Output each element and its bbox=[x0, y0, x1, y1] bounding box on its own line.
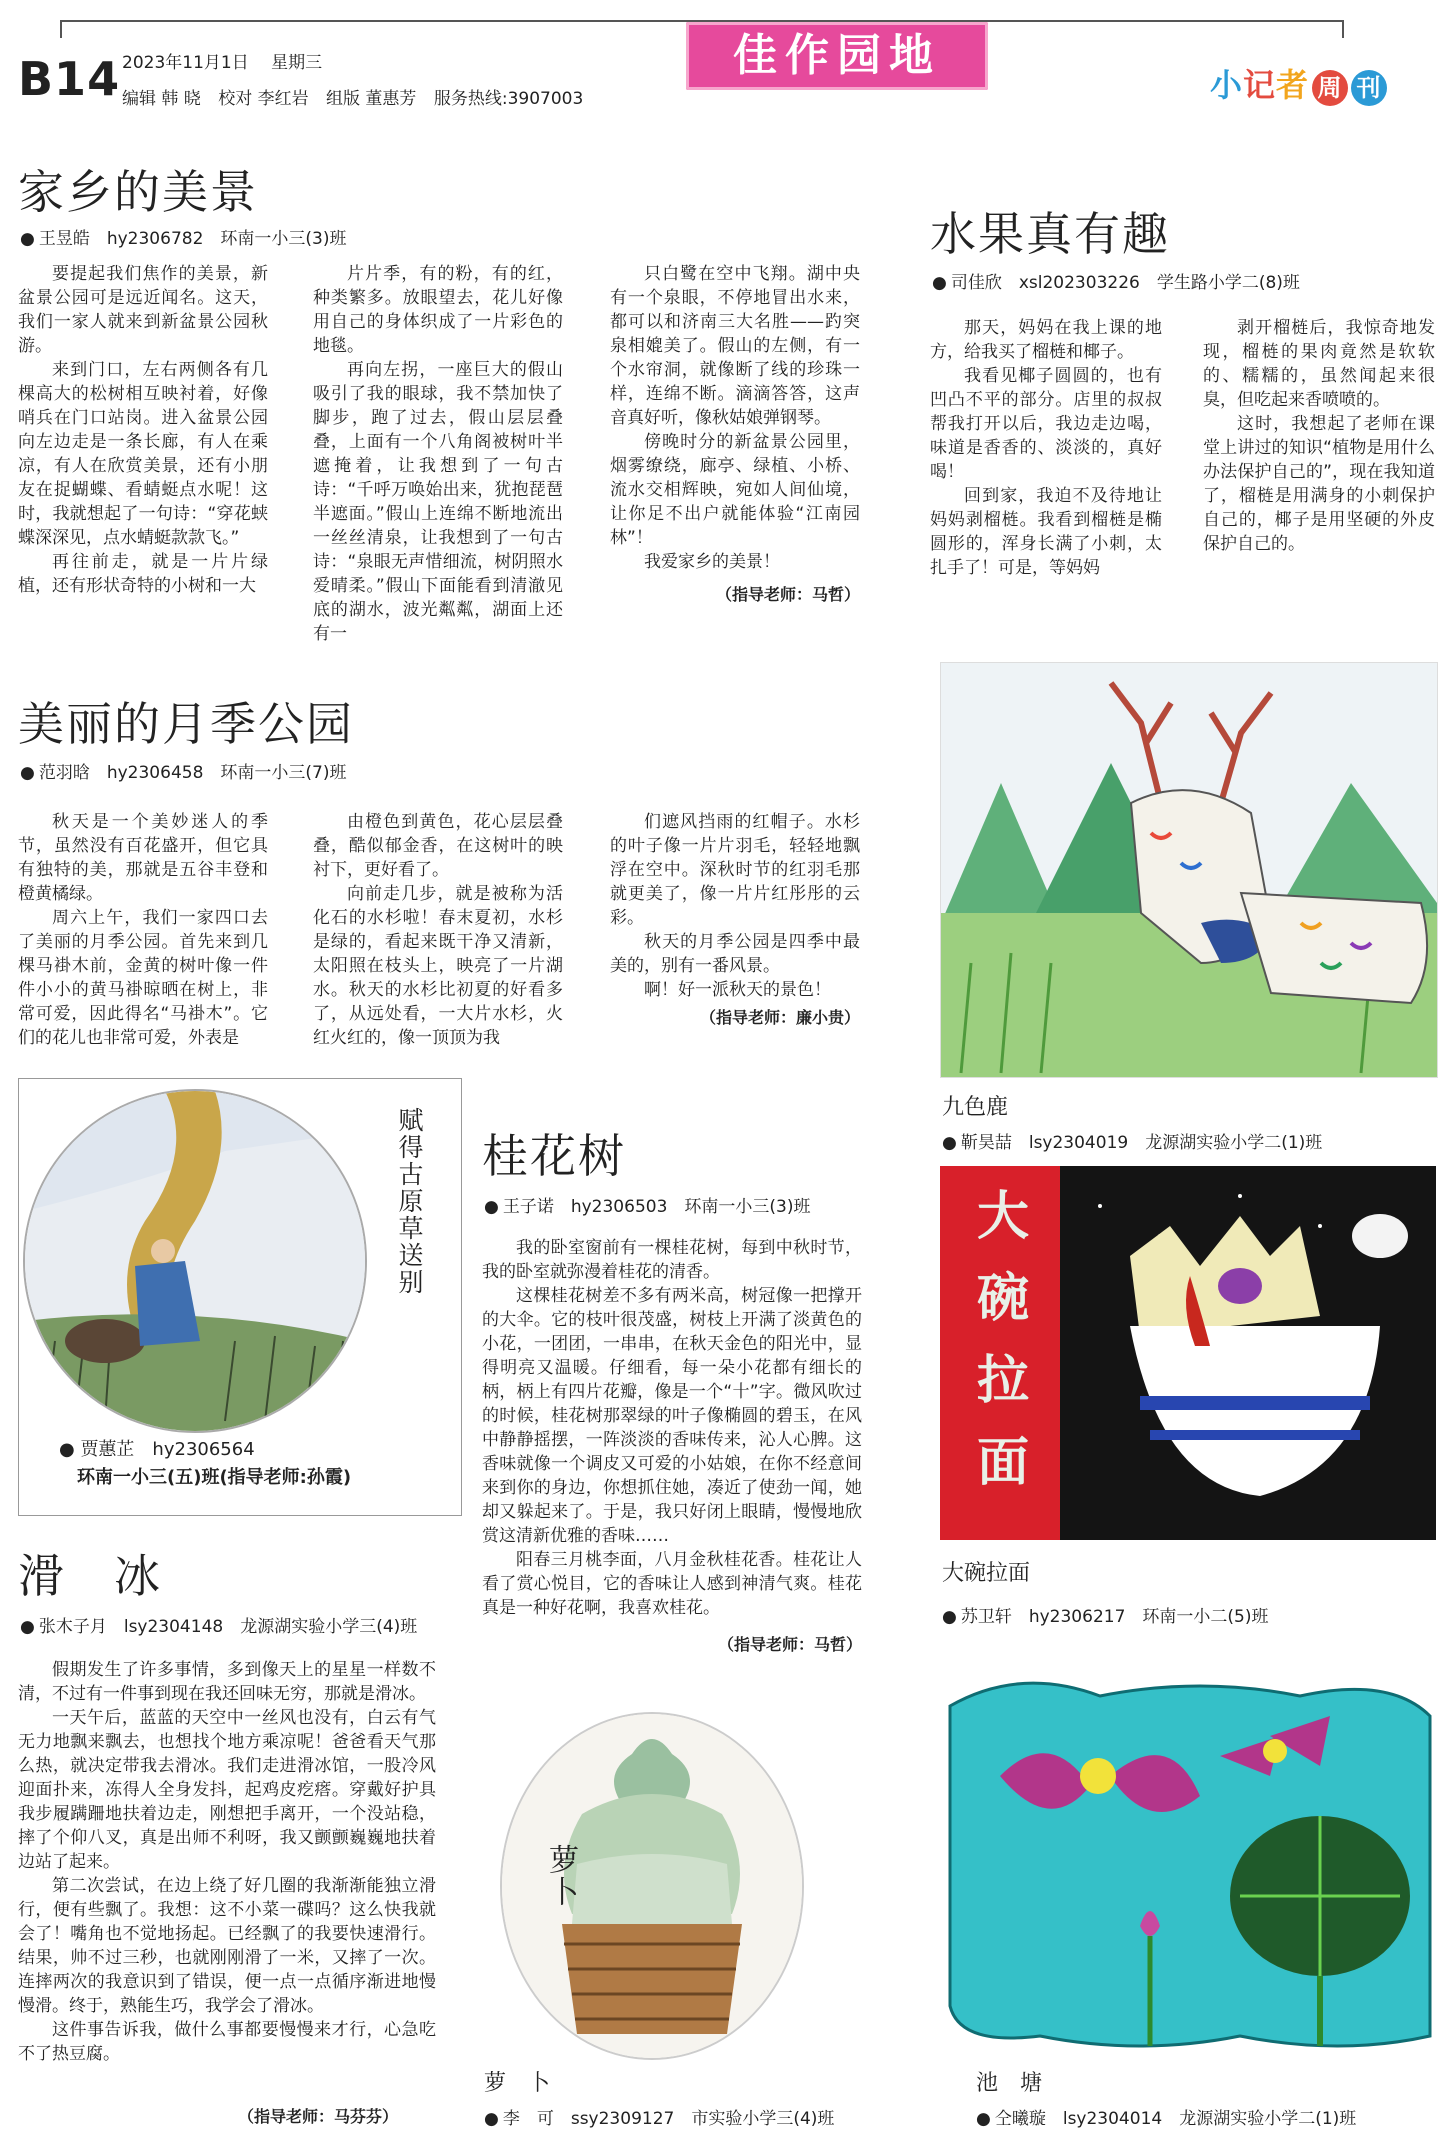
poem-school: 环南一小三(五)班(指导老师:孙霞) bbox=[77, 1467, 352, 1488]
teacher-note: （指导老师：马哲） bbox=[717, 1635, 862, 1654]
deer-painting-svg bbox=[941, 663, 1437, 1077]
noodles-char-1: 大 bbox=[976, 1187, 1029, 1247]
paragraph: 我爱家乡的美景！ bbox=[644, 552, 780, 572]
radish-artwork-text: 萝卜 bbox=[543, 1844, 578, 1908]
logo-badge-1: 周 bbox=[1312, 70, 1348, 106]
poem-title: 赋得古原草送别 bbox=[395, 1107, 424, 1296]
paragraph: 剥开榴梿后，我惊奇地发现，榴梿的果肉竟然是软软的、糯糯的，虽然闻起来很臭，但吃起来香喷喷的。 bbox=[1203, 318, 1435, 410]
article-column bbox=[1203, 316, 1435, 556]
poem-artist-id: 贾蕙芷 hy2306564 bbox=[80, 1439, 255, 1460]
artwork-byline: ● 仝曦璇 lsy2304014 龙源湖实验小学二(1)班 bbox=[976, 2104, 1356, 2129]
paragraph: 我的卧室窗前有一棵桂花树，每到中秋时节，我的卧室就弥漫着桂花的清香。 bbox=[482, 1238, 862, 1282]
artwork-caption: 池 塘 bbox=[976, 2071, 1043, 2096]
article-title: 滑 冰 bbox=[18, 1549, 162, 1603]
article-column bbox=[610, 810, 860, 1002]
noodles-painting bbox=[940, 1166, 1436, 1540]
paragraph: 回到家，我迫不及待地让妈妈剥榴梿。我看到榴梿是椭圆形的，浑身长满了小刺，太扎手了！可是，等妈妈 bbox=[930, 486, 1162, 578]
paragraph: 这件事告诉我，做什么事都要慢慢来才行，心急吃不了热豆腐。 bbox=[18, 2020, 436, 2064]
article-column bbox=[930, 316, 1162, 580]
paragraph: 这时，我想起了老师在课堂上讲过的知识“植物是用什么办法保护自己的”，现在我知道了，榴梿是用满身的小刺保护自己的，椰子是用坚硬的外皮保护自己的。 bbox=[1203, 414, 1435, 554]
poem-painting-svg bbox=[25, 1091, 365, 1431]
article-column bbox=[482, 1236, 862, 1620]
article-column bbox=[313, 810, 563, 1050]
paragraph: 假期发生了许多事情，多到像天上的星星一样数不清，不过有一件事到现在我还回味无穷，那就是滑冰。 bbox=[18, 1660, 436, 1704]
paragraph: 我看见椰子圆圆的，也有凹凸不平的部分。店里的叔叔帮我打开以后，我边走边喝，味道是香香的、淡淡的，真好喝！ bbox=[930, 366, 1162, 482]
issue-date: 2023年11月1日 bbox=[122, 53, 249, 73]
paragraph: 秋天的月季公园是四季中最美的，别有一番风景。 bbox=[610, 932, 860, 976]
logo-badge-2: 刊 bbox=[1351, 70, 1387, 106]
paragraph: 再向左拐，一座巨大的假山吸引了我的眼球，我不禁加快了脚步，跑了过去，假山层层叠叠，上面有一个八角阁被树叶半遮掩着，让我想到了一句古诗：“千呼万唤始出来，犹抱琵琶半遮面。”假山上连绵不断地流出一丝丝清泉，让我想到了一句古诗：“泉眼无声惜细流，树阴照水爱晴柔。”假山下面能看到清澈见底的湖水，波光粼粼，湖面上还有一 bbox=[313, 360, 563, 644]
article-byline: ● 王昱皓 hy2306782 环南一小三(3)班 bbox=[20, 224, 346, 249]
artwork-byline: ● 靳昊喆 lsy2304019 龙源湖实验小学二(1)班 bbox=[942, 1128, 1322, 1153]
paragraph: 再往前走，就是一片片绿植，还有形状奇特的小树和一大 bbox=[18, 552, 268, 596]
paragraph: 傍晚时分的新盆景公园里，烟雾缭绕，廊亭、绿植、小桥、流水交相辉映，宛如人间仙境，让你足不出户就能体验“江南园林”！ bbox=[610, 432, 860, 548]
paragraph: 这棵桂花树差不多有两米高，树冠像一把撑开的大伞。它的枝叶很茂盛，树枝上开满了淡黄色的小花，一团团，一串串，在秋天金色的阳光中，显得明亮又温暖。仔细看，每一朵小花都有细长的柄，柄上有四片花瓣，像是一个“十”字。微风吹过的时候，桂花树那翠绿的叶子像椭圆的碧玉，在风中静静摇摆，一阵淡淡的香味传来，沁人心脾。这香味就像一个调皮又可爱的小姑娘，在你不经意间来到你的身边，你想抓住她，凑近了使劲一闻，她却又躲起来了。于是，我只好闭上眼睛，慢慢地欣赏这清新优雅的香味…… bbox=[482, 1286, 862, 1546]
paragraph: 只白鹭在空中飞翔。湖中央有一个泉眼，不停地冒出水来，都可以和济南三大名胜——趵突泉相媲美了。假山的左侧，有一个水帘洞，就像断了线的珍珠一样，连绵不断。滴滴答答，这声音真好听，像秋姑娘弹钢琴。 bbox=[610, 264, 860, 428]
paragraph: 周六上午，我们一家四口去了美丽的月季公园。首先来到几棵马褂木前，金黄的树叶像一件件小小的黄马褂晾晒在树上，非常可爱，因此得名“马褂木”。它们的花儿也非常可爱，外表是 bbox=[18, 908, 268, 1048]
article-title: 家乡的美景 bbox=[18, 165, 258, 219]
paragraph: 们遮风挡雨的红帽子。水杉的叶子像一片片羽毛，轻轻地飘浮在空中。深秋时节的红羽毛那就更美了，像一片片红彤彤的云彩。 bbox=[610, 812, 860, 928]
artwork-byline: ● 苏卫轩 hy2306217 环南一小二(5)班 bbox=[942, 1602, 1268, 1627]
paragraph: 阳春三月桃李面，八月金秋桂花香。桂花让人看了赏心悦目，它的香味让人感到神清气爽。桂花真是一种好花啊，我喜欢桂花。 bbox=[482, 1550, 862, 1618]
article-title: 美丽的月季公园 bbox=[18, 697, 354, 751]
paragraph: 秋天是一个美妙迷人的季节，虽然没有百花盛开，但它具有独特的美，那就是五谷丰登和橙黄橘绿。 bbox=[18, 812, 268, 904]
article-byline: ● 王子诺 hy2306503 环南一小三(3)班 bbox=[484, 1192, 810, 1217]
pond-painting-svg bbox=[940, 1666, 1436, 2056]
paragraph: 由橙色到黄色，花心层层叠叠，酷似郁金香，在这树叶的映衬下，更好看了。 bbox=[313, 812, 563, 880]
article-title: 水果真有趣 bbox=[930, 207, 1170, 261]
article-byline: ● 司佳欣 xsl202303226 学生路小学二(8)班 bbox=[932, 268, 1300, 293]
paragraph: 来到门口，左右两侧各有几棵高大的松树相互映衬着，好像哨兵在门口站岗。进入盆景公园向左边走是一条长廊，有人在乘凉，有人在欣赏美景，还有小朋友在捉蝴蝶、看蜻蜓点水呢！这时，我就想起了一句诗：“穿花蛱蝶深深见，点水蜻蜓款款飞。” bbox=[18, 360, 268, 548]
article-byline: ● 张木子月 lsy2304148 龙源湖实验小学三(4)班 bbox=[20, 1612, 417, 1637]
staff-line bbox=[122, 84, 595, 109]
article-byline: ● 范羽晗 hy2306458 环南一小三(7)班 bbox=[20, 758, 346, 783]
artwork-caption: 萝 卜 bbox=[484, 2071, 551, 2096]
issue-weekday: 星期三 bbox=[271, 53, 323, 73]
logo-char-2: 记 bbox=[1243, 66, 1277, 104]
poem-artwork-frame bbox=[18, 1078, 462, 1516]
article-column bbox=[18, 810, 268, 1050]
article-title: 桂花树 bbox=[482, 1129, 626, 1183]
artwork-caption: 大碗拉面 bbox=[942, 1561, 1031, 1586]
noodles-char-3: 拉 bbox=[976, 1351, 1029, 1411]
deer-painting bbox=[940, 662, 1438, 1078]
noodles-char-2: 碗 bbox=[976, 1269, 1029, 1329]
artwork-caption: 九色鹿 bbox=[942, 1095, 1009, 1120]
article-column bbox=[313, 262, 563, 646]
poem-artist: ● 贾蕙芷 hy2306564 bbox=[59, 1439, 255, 1460]
pond-painting bbox=[940, 1666, 1436, 2056]
paragraph: 要提起我们焦作的美景，新盆景公园可是远近闻名。这天，我们一家人就来到新盆景公园秋游。 bbox=[18, 264, 268, 356]
radish-painting bbox=[500, 1712, 804, 2060]
article-column bbox=[18, 262, 268, 598]
page-number: B14 bbox=[18, 52, 121, 106]
paragraph: 片片季，有的粉，有的红，种类繁多。放眼望去，花儿好像用自己的身体织成了一片彩色的地毯。 bbox=[313, 264, 563, 356]
teacher-note: （指导老师：马芬芬） bbox=[237, 2107, 398, 2126]
paragraph: 第二次尝试，在边上绕了好几圈的我渐渐能独立滑行，便有些飘了。我想：这不小菜一碟吗？这么快我就会了！嘴角也不觉地扬起。已经飘了的我要快速滑行。结果，帅不过三秒，也就刚刚滑了一米，又摔了一次。连摔两次的我意识到了错误，便一点一点循序渐进地慢慢滑。终于，熟能生巧，我学会了滑冰。 bbox=[18, 1876, 436, 2016]
logo-char-3: 者 bbox=[1276, 66, 1310, 104]
proofreader: 校对 李红岩 bbox=[218, 89, 309, 109]
editor: 编辑 韩 晓 bbox=[122, 89, 201, 109]
date-line bbox=[122, 48, 322, 73]
article-column bbox=[610, 262, 860, 574]
noodles-char-4: 面 bbox=[976, 1433, 1029, 1493]
logo-char-1: 小 bbox=[1210, 66, 1244, 104]
hotline: 服务热线:3907003 bbox=[433, 89, 584, 109]
poem-painting bbox=[23, 1089, 367, 1433]
paragraph: 啊！好一派秋天的景色！ bbox=[644, 980, 831, 1000]
noodles-artwork-text bbox=[958, 1176, 1048, 1504]
teacher-note: （指导老师：马哲） bbox=[715, 585, 860, 604]
teacher-note: （指导老师：廉小贵） bbox=[699, 1008, 860, 1027]
layout-staff: 组版 董惠芳 bbox=[326, 89, 417, 109]
paragraph: 一天午后，蓝蓝的天空中一丝风也没有，白云有气无力地飘来飘去，也想找个地方乘凉呢！爸爸看天气那么热，就决定带我去滑冰。我们走进滑冰馆，一股冷风迎面扑来，冻得人全身发抖，起鸡皮疙瘩。穿戴好护具我步履蹒跚地扶着边走，刚想把手离开，一个没站稳，摔了个仰八叉，真是出师不利呀，我又颤颤巍巍地扶着边站了起来。 bbox=[18, 1708, 436, 1872]
masthead-logo bbox=[1210, 60, 1387, 106]
paragraph: 那天，妈妈在我上课的地方，给我买了榴梿和椰子。 bbox=[930, 318, 1162, 362]
artwork-byline: ● 李 可 ssy2309127 市实验小学三(4)班 bbox=[484, 2104, 834, 2129]
paragraph: 向前走几步，就是被称为活化石的水杉啦！春末夏初，水杉是绿的，看起来既干净又清新，太阳照在枝头上，映亮了一片湖水。秋天的水杉比初夏的好看多了，从远处看，一大片水杉，火红火红的，像一顶顶为我 bbox=[313, 884, 563, 1048]
section-banner: 佳作园地 bbox=[686, 22, 988, 90]
article-column bbox=[18, 1658, 436, 2066]
